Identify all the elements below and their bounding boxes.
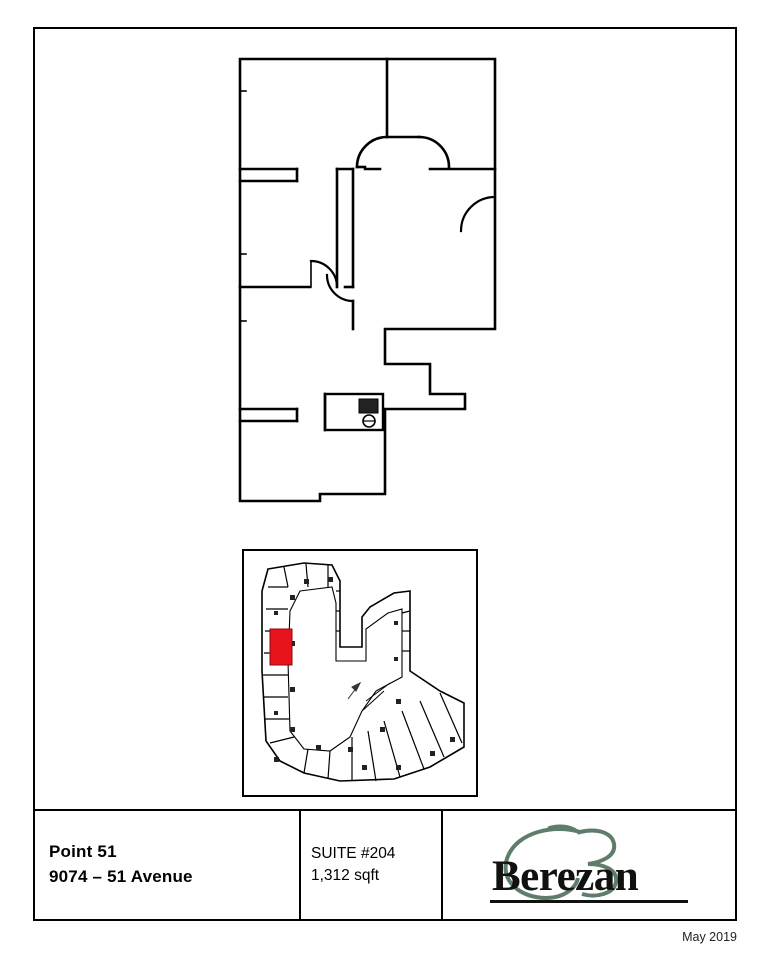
suite-area: 1,312 sqft — [311, 867, 380, 884]
property-address: 9074 – 51 Avenue — [49, 867, 193, 886]
logo-wordmark: Berezan — [492, 853, 639, 900]
logo-underline — [490, 900, 688, 903]
company-logo — [484, 822, 694, 908]
title-block-suite-cell — [301, 811, 443, 919]
title-block-logo-cell — [443, 811, 735, 919]
drawing-sheet — [33, 27, 737, 921]
title-block — [35, 809, 735, 919]
key-plan-highlighted-suite — [270, 629, 292, 665]
date-stamp: May 2019 — [682, 930, 737, 944]
property-name: Point 51 — [49, 842, 117, 862]
title-block-address-cell — [35, 811, 301, 919]
key-plan-svg — [244, 551, 476, 795]
key-plan-box — [242, 549, 478, 797]
suite-number: SUITE #204 — [311, 844, 396, 862]
